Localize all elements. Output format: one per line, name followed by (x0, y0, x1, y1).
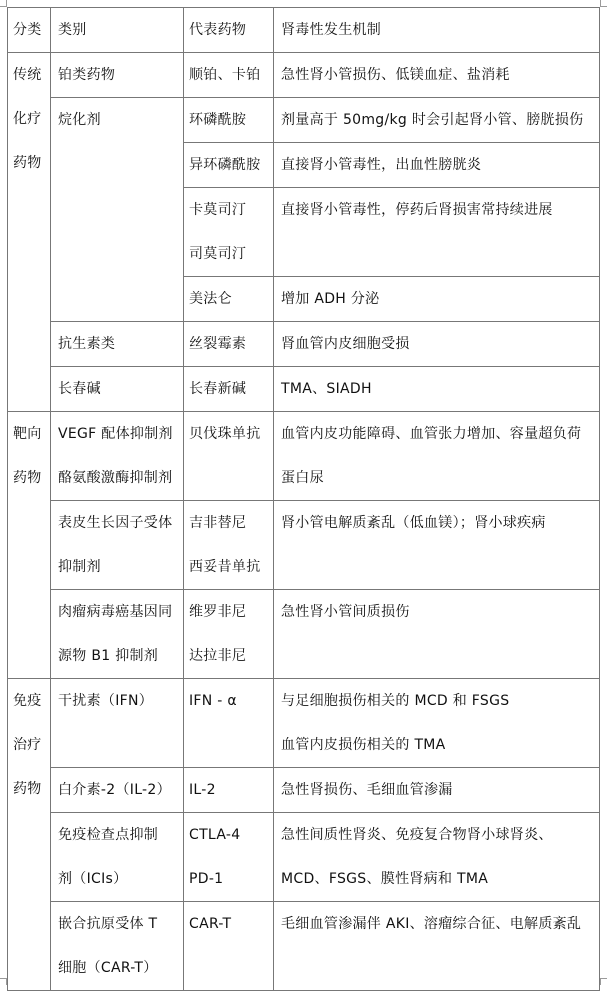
table-row (8, 367, 600, 412)
category-cell: 烷化剂 (51, 98, 184, 322)
table-row (8, 679, 600, 768)
mechanism-cell: 急性肾损伤、毛细血管渗漏 (274, 768, 600, 813)
nephrotoxicity-table (7, 7, 600, 991)
group-label-line: 药物 (13, 470, 42, 486)
drug-line: PD-1 (189, 871, 224, 887)
category-line: 细胞（CAR-T） (58, 960, 158, 976)
category-cell: 干扰素（IFN） (51, 679, 184, 768)
category-line: 表皮生长因子受体 (58, 515, 173, 531)
category-line: 嵌合抗原受体 T (58, 916, 158, 932)
mechanism-line: MCD、FSGS、膜性肾病和 TMA (281, 871, 489, 887)
group-label-line: 药物 (13, 781, 42, 797)
drug-cell: IFN - α (184, 679, 274, 768)
drug-cell: 顺铂、卡铂 (184, 53, 274, 98)
mechanism-cell: TMA、SIADH (274, 367, 600, 412)
category-line: 源物 B1 抑制剂 (58, 648, 159, 664)
mechanism-cell: 急性肾小管损伤、低镁血症、盐消耗 (274, 53, 600, 98)
drug-cell (184, 188, 274, 277)
drug-cell: 长春新碱 (184, 367, 274, 412)
category-line: 肉瘤病毒癌基因同 (58, 604, 173, 620)
drug-cell (184, 813, 274, 902)
drug-cell (184, 501, 274, 590)
drug-cell: CAR-T (184, 902, 274, 991)
group-chemo (8, 53, 51, 412)
category-line: 免疫检查点抑制 (58, 827, 159, 843)
category-cell: 白介素-2（IL-2） (51, 768, 184, 813)
drug-cell: 环磷酰胺 (184, 98, 274, 143)
group-label-line: 传统 (13, 67, 42, 83)
category-line: VEGF 配体抑制剂 (58, 426, 173, 442)
mechanism-line: 蛋白尿 (281, 470, 324, 486)
mechanism-cell: 增加 ADH 分泌 (274, 277, 600, 322)
category-cell (51, 813, 184, 902)
page-corner-tl (0, 0, 7, 7)
category-cell: 长春碱 (51, 367, 184, 412)
mechanism-cell (274, 412, 600, 501)
table-row (8, 98, 600, 143)
mechanism-cell: 肾血管内皮细胞受损 (274, 322, 600, 367)
page-corner-tr (600, 0, 607, 7)
drug-cell: 贝伐珠单抗 (184, 412, 274, 501)
mechanism-cell: 直接肾小管毒性，停药后肾损害常持续进展 (274, 188, 600, 277)
header-row (8, 8, 600, 53)
drug-cell: 美法仑 (184, 277, 274, 322)
table-row (8, 902, 600, 991)
group-label-line: 化疗 (13, 111, 42, 127)
header-mechanism: 肾毒性发生机制 (274, 8, 600, 53)
mechanism-line: 血管内皮损伤相关的 TMA (281, 737, 446, 753)
table-row (8, 53, 600, 98)
category-line: 剂（ICIs） (58, 871, 128, 887)
mechanism-cell: 毛细血管渗漏伴 AKI、溶瘤综合征、电解质紊乱 (274, 902, 600, 991)
header-category: 分类 (8, 8, 51, 53)
category-cell (51, 501, 184, 590)
page-corner-bl (0, 978, 7, 985)
mechanism-cell (274, 679, 600, 768)
mechanism-cell: 急性肾小管间质损伤 (274, 590, 600, 679)
drug-cell (184, 590, 274, 679)
drug-line: 司莫司汀 (189, 246, 247, 262)
table-row (8, 501, 600, 590)
table-row (8, 813, 600, 902)
drug-line: 维罗非尼 (189, 604, 247, 620)
drug-cell: 异环磷酰胺 (184, 143, 274, 188)
drug-line: 西妥昔单抗 (189, 559, 261, 575)
mechanism-cell (274, 813, 600, 902)
table-row (8, 322, 600, 367)
group-label-line: 免疫 (13, 693, 42, 709)
drug-line: 卡莫司汀 (189, 202, 247, 218)
page-corner-br (600, 978, 607, 985)
mechanism-line: 急性间质性肾炎、免疫复合物肾小球肾炎、 (281, 827, 553, 843)
drug-cell: IL-2 (184, 768, 274, 813)
mechanism-cell: 剂量高于 50mg/kg 时会引起肾小管、膀胱损伤 (274, 98, 600, 143)
category-cell (51, 412, 184, 501)
table-row (8, 412, 600, 501)
table-row (8, 768, 600, 813)
drug-line: 吉非替尼 (189, 515, 247, 531)
table-row (8, 590, 600, 679)
category-line: 酪氨酸激酶抑制剂 (58, 470, 173, 486)
group-label-line: 靶向 (13, 426, 42, 442)
group-label-line: 药物 (13, 155, 42, 171)
drug-line: 达拉非尼 (189, 648, 247, 664)
mechanism-line: 与足细胞损伤相关的 MCD 和 FSGS (281, 693, 510, 709)
category-cell (51, 902, 184, 991)
category-cell (51, 590, 184, 679)
mechanism-cell: 直接肾小管毒性，出血性膀胱炎 (274, 143, 600, 188)
group-targeted (8, 412, 51, 679)
drug-cell: 丝裂霉素 (184, 322, 274, 367)
header-class: 类别 (51, 8, 184, 53)
mechanism-line: 血管内皮功能障碍、血管张力增加、容量超负荷 (281, 426, 582, 442)
header-drug: 代表药物 (184, 8, 274, 53)
group-label-line: 治疗 (13, 737, 42, 753)
category-cell: 抗生素类 (51, 322, 184, 367)
group-immuno (8, 679, 51, 991)
category-cell: 铂类药物 (51, 53, 184, 98)
category-line: 抑制剂 (58, 559, 101, 575)
mechanism-cell: 肾小管电解质紊乱（低血镁）；肾小球疾病 (274, 501, 600, 590)
drug-line: CTLA-4 (189, 827, 241, 843)
